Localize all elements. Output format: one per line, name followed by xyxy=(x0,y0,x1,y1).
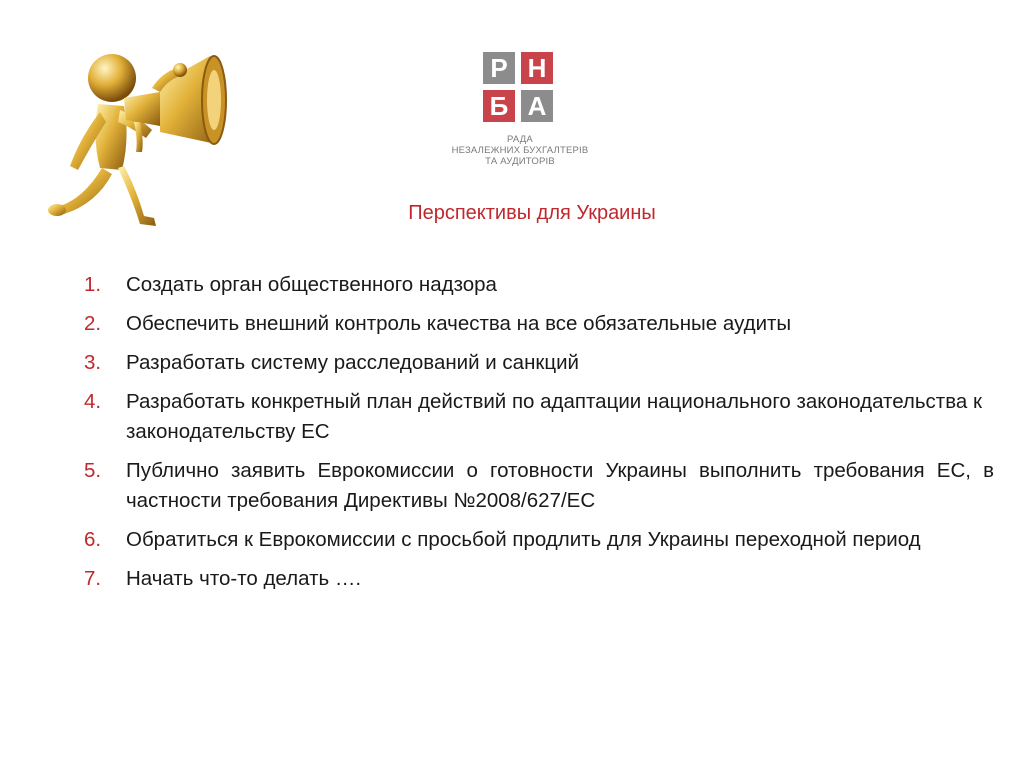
logo-letter: Н xyxy=(521,52,553,84)
logo-grid xyxy=(483,52,555,124)
logo-caption xyxy=(440,134,600,167)
list-item xyxy=(84,456,994,516)
item-text: Разработать конкретный план действий по адаптации национального законодательства к законодательству ЕС xyxy=(126,390,982,443)
action-list xyxy=(84,270,994,603)
item-number: 7. xyxy=(84,567,102,590)
logo-letter: Б xyxy=(483,90,515,122)
item-number: 3. xyxy=(84,351,102,374)
item-number: 1. xyxy=(84,273,102,296)
item-text: Обеспечить внешний контроль качества на все обязательные аудиты xyxy=(126,312,792,335)
list-item xyxy=(84,387,994,447)
item-number: 5. xyxy=(84,459,102,482)
logo-caption-line: ТА АУДИТОРІВ xyxy=(485,156,555,167)
item-text: Обратиться к Еврокомиссии с просьбой продлить для Украины переходной период xyxy=(126,528,921,551)
logo-caption-line: РАДА xyxy=(507,134,533,145)
logo-letter: Р xyxy=(483,52,515,84)
logo-caption-line: НЕЗАЛЕЖНИХ БУХГАЛТЕРІВ xyxy=(451,145,589,156)
item-number: 2. xyxy=(84,312,102,335)
list-item xyxy=(84,309,994,339)
slide-title: Перспективы для Украины xyxy=(408,202,656,224)
item-number: 4. xyxy=(84,390,102,413)
list-item xyxy=(84,525,994,555)
list-item xyxy=(84,348,994,378)
item-text: Начать что-то делать …. xyxy=(126,567,362,590)
list-item xyxy=(84,270,994,300)
item-text: Разработать систему расследований и санкций xyxy=(126,351,580,374)
item-text: Создать орган общественного надзора xyxy=(126,273,497,296)
item-number: 6. xyxy=(84,528,102,551)
list-item xyxy=(84,564,994,594)
logo-letter: А xyxy=(521,90,553,122)
item-text: Публично заявить Еврокомиссии о готовности Украины выполнить требования ЕС, в частности требования Директивы №2008/627/ЕС xyxy=(126,459,994,512)
